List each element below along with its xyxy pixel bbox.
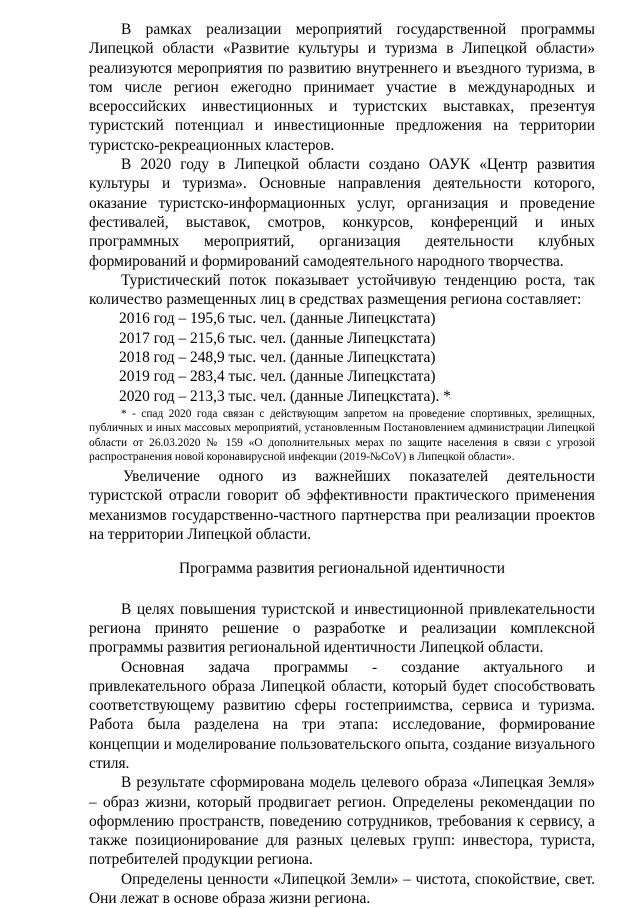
footnote-2020-decline: * - спад 2020 года связан с действующим запретом на проведение спортивных, зрелищных, публичных и иных массовых мероприятий, установленным Постановлением администрации Липецкой области от 26.03.2020 № 159 «О дополнительных мерах по защите населения в связи с угрозой распространения новой коронавирусной инфекции (2019-№CoV) в Липецкой области».: [89, 407, 595, 463]
paragraph-identity-decision: В целях повышения туристской и инвестиционной привлекательности региона принято решение о разработке и реализации комплексной программы развития региональной идентичности Липецкой области.: [89, 600, 595, 657]
paragraph-target-image: В результате сформирована модель целевого образа «Липецкая Земля» – образ жизни, который продвигает регион. Определены рекомендации по оформлению пространств, поведению сотрудников, требования к сервису, а также позиционирование для разных целевых групп: инвестора, туриста, потребителей продукции региона.: [89, 774, 595, 869]
document-page: [89, 20, 595, 908]
paragraph-partnership: Увеличение одного из важнейших показателей деятельности туристской отрасли говорит об эффективности практического применения механизмов государственно-частного партнерства при реализации проектов на территории Липецкой области.: [89, 468, 595, 544]
tourist-stats-list: [89, 309, 595, 405]
stat-item-2017: 2017 год – 215,6 тыс. чел. (данные Липецкстата): [119, 329, 436, 347]
stat-item-2018: 2018 год – 248,9 тыс. чел. (данные Липецкстата): [119, 349, 436, 367]
stat-item-2020: 2020 год – 213,3 тыс. чел. (данные Липецкстата). *: [119, 387, 451, 405]
paragraph-culture-center: В 2020 году в Липецкой области создано ОАУК «Центр развития культуры и туризма». Основные направления деятельности которого, оказание туристско-информационных услуг, организация и проведение фестивалей, выставок, смотров, конкурсов, конференций и иных программных мероприятий, организация деятельности клубных формирований и формирований самодеятельного народного творчества.: [89, 156, 595, 270]
paragraph-program-events: В рамках реализации мероприятий государственной программы Липецкой области «Развитие культуры и туризма в Липецкой области» реализуются мероприятия по развитию внутреннего и въездного туризма, в том числе регион ежегодно принимает участие в международных и всероссийских инвестиционных и туристских выставках, презентуя туристский потенциал и инвестиционные предложения на территории туристско-рекреационных кластеров.: [89, 21, 595, 154]
section-heading: Программа развития региональной идентичности: [178, 560, 506, 578]
paragraph-values: Определены ценности «Липецкой Земли» – чистота, спокойствие, свет. Они лежат в основе образа жизни региона.: [89, 870, 595, 908]
paragraph-main-task: Основная задача программы - создание актуального и привлекательного образа Липецкой области, который будет способствовать соответствующему развитию сферы гостеприимства, сервиса и туризма. Работа была разделена на три этапа: исследование, формирование концепции и моделирование пользовательского опыта, создание визуального стиля.: [89, 658, 595, 772]
stat-item-2016: 2016 год – 195,6 тыс. чел. (данные Липецкстата): [119, 310, 436, 328]
stat-item-2019: 2019 год – 283,4 тыс. чел. (данные Липецкстата): [119, 368, 436, 386]
paragraph-tourist-flow: Туристический поток показывает устойчивую тенденцию роста, так количество размещенных лиц в средствах размещения региона составляет:: [89, 271, 595, 309]
